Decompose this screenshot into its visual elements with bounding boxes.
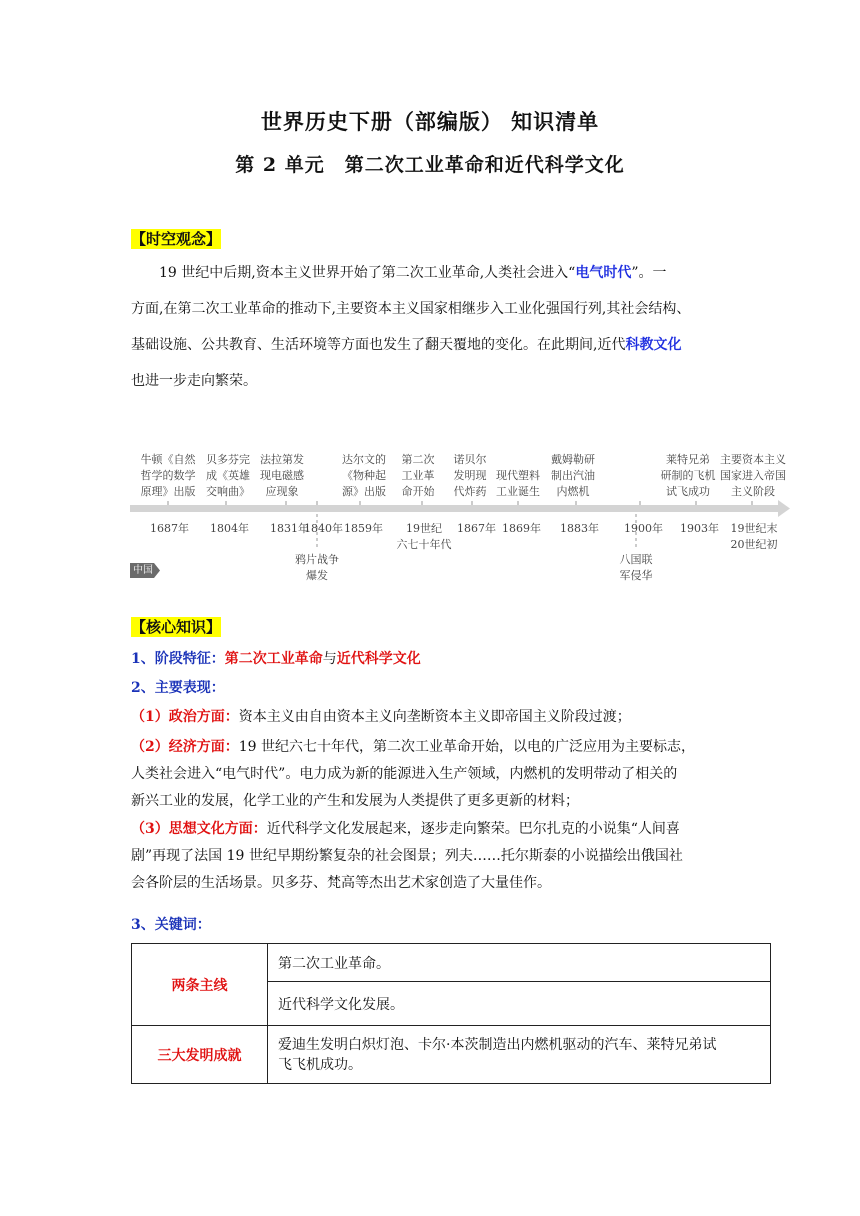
- event-line: 爆发: [306, 569, 328, 582]
- year-line: 19世纪: [406, 522, 442, 535]
- event-line: 现代塑料: [496, 469, 540, 482]
- line: 新兴工业的发展，化学工业的产生和发展为人类提供了更多更新的材料；: [131, 793, 579, 809]
- year-1869: 1869年: [502, 522, 541, 535]
- year-line: 六七十年代: [396, 538, 452, 551]
- year-1840: 1840年: [304, 522, 343, 535]
- year-1804: 1804年: [210, 522, 249, 535]
- event-line: 内燃机: [556, 485, 590, 498]
- point-head: （2）经济方面：: [131, 739, 239, 755]
- row-header-two-mainlines: 两条主线: [132, 944, 268, 1026]
- china-event-eight-nation: [614, 552, 658, 584]
- year-1883: 1883年: [560, 522, 599, 535]
- year-1860s-70s: [396, 520, 452, 552]
- point-economic: [131, 736, 695, 812]
- table-cell: 近代科学文化发展。: [268, 982, 771, 1026]
- event-line: 交响曲》: [206, 485, 250, 498]
- event-darwin: [337, 452, 391, 500]
- section-label-spacetime: [131, 228, 221, 249]
- item-main-manifestations: 2、主要表现：: [131, 680, 225, 696]
- line: 人类社会进入“电气时代”。电力成为新的能源进入生产领域，内燃机的发明带动了相关的: [131, 766, 678, 782]
- event-imperialism: [718, 452, 788, 500]
- event-line: 戴姆勒研: [551, 453, 595, 466]
- event-second-industrial-revolution: [398, 452, 438, 500]
- event-line: 应现象: [265, 485, 299, 498]
- keywords-table: [131, 943, 771, 1084]
- event-daimler: [546, 452, 600, 500]
- line: 会各阶层的生活场景。贝多芬、梵高等杰出艺术家创造了大量佳作。: [131, 875, 551, 891]
- keyword-sci-edu-culture: 科教文化: [625, 337, 682, 353]
- year-1903: 1903年: [680, 522, 719, 535]
- point-culture: [131, 818, 683, 894]
- event-line: 贝多芬完: [206, 453, 250, 466]
- table-row: [132, 944, 771, 982]
- event-line: 国家进入帝国: [720, 469, 786, 482]
- event-line: 《物种起: [342, 469, 386, 482]
- event-line: 现电磁感: [260, 469, 304, 482]
- event-line: 法拉第发: [260, 453, 304, 466]
- keyword-electric-age: 电气时代: [575, 265, 632, 281]
- event-line: 达尔文的: [342, 453, 386, 466]
- event-line: 哲学的数学: [140, 469, 196, 482]
- text: 资本主义由自由资本主义向垄断资本主义即帝国主义阶段过渡；: [238, 709, 631, 725]
- line: 飞飞机成功。: [278, 1056, 362, 1073]
- keyword: 第二次工业革命: [224, 651, 323, 667]
- event-line: 成《英雄: [206, 469, 250, 482]
- para-line-4: 也进一步走向繁荣。: [131, 373, 257, 389]
- section-label-text: 【核心知识】: [131, 618, 222, 636]
- point-head: （3）思想文化方面：: [131, 821, 267, 837]
- event-line: 研制的飞机: [660, 469, 716, 482]
- event-line: 命开始: [401, 485, 435, 498]
- para-line-3: [131, 334, 741, 356]
- china-label: 中国: [133, 565, 153, 576]
- event-line: 鸦片战争: [295, 553, 339, 566]
- row-header-three-inventions: 三大发明成就: [132, 1026, 268, 1084]
- event-line: 八国联: [619, 553, 653, 566]
- table-cell: [268, 1026, 771, 1084]
- event-newton: [137, 452, 199, 500]
- text: 19 世纪中后期,资本主义世界开始了第二次工业革命,人类社会进入“: [159, 265, 576, 281]
- point-political: [131, 706, 631, 728]
- event-line: 牛顿《自然: [140, 453, 196, 466]
- text: ”。一: [631, 265, 667, 281]
- event-line: 原理》出版: [140, 485, 196, 498]
- item-stage-features: [131, 648, 421, 670]
- event-line: 第二次: [401, 453, 435, 466]
- year-late19-early20: [726, 520, 782, 552]
- china-event-opium-war: [290, 552, 344, 584]
- event-line: 工业诞生: [496, 485, 540, 498]
- section-label-core: [131, 616, 221, 637]
- event-line: 莱特兄弟: [666, 453, 710, 466]
- line: 剧”再现了法国 19 世纪早期纷繁复杂的社会图景；列夫……托尔斯泰的小说描绘出俄国社: [131, 848, 683, 864]
- keyword: 近代科学文化: [336, 651, 421, 667]
- event-line: 主义阶段: [731, 485, 775, 498]
- item-head: 1、阶段特征：: [131, 651, 225, 667]
- para-line-1: [131, 262, 741, 284]
- timeline-bar: [130, 505, 780, 512]
- event-line: 诺贝尔: [453, 453, 487, 466]
- event-faraday: [257, 452, 307, 500]
- event-wright-brothers: [658, 452, 718, 500]
- point-head: （1）政治方面：: [131, 709, 239, 725]
- line: 爱迪生发明白炽灯泡、卡尔·本茨制造出内燃机驱动的汽车、莱特兄弟试: [278, 1036, 717, 1053]
- table-cell: 第二次工业革命。: [268, 944, 771, 982]
- year-line: 19世纪末: [730, 522, 778, 535]
- page-title: 世界历史下册（部编版） 知识清单: [260, 109, 600, 134]
- event-line: 代炸药: [453, 485, 487, 498]
- year-1867: 1867年: [457, 522, 496, 535]
- year-line: 20世纪初: [730, 538, 778, 551]
- spacetime-paragraph: [131, 262, 741, 392]
- timeline-ticks: [168, 501, 752, 505]
- event-line: 发明现: [453, 469, 487, 482]
- event-plastics: [492, 468, 544, 500]
- year-1687: 1687年: [150, 522, 189, 535]
- text: 基础设施、公共教育、生活环境等方面也发生了翻天覆地的变化。在此期间,近代: [131, 337, 626, 353]
- line: [131, 818, 683, 840]
- table-row: [132, 1026, 771, 1084]
- event-line: 工业革: [401, 469, 435, 482]
- event-nobel: [450, 452, 490, 500]
- text: 近代科学文化发展起来，逐步走向繁荣。巴尔扎克的小说集“人间喜: [266, 821, 680, 837]
- unit-subtitle: 第 2 单元 第二次工业革命和近代科学文化: [235, 154, 625, 176]
- event-beethoven: [203, 452, 253, 500]
- event-line: 军侵华: [619, 569, 653, 582]
- timeline: [130, 440, 790, 590]
- event-line: 源》出版: [342, 485, 386, 498]
- timeline-arrow: [778, 500, 790, 517]
- line: [131, 736, 695, 758]
- year-1859: 1859年: [344, 522, 383, 535]
- year-1831: 1831年: [270, 522, 309, 535]
- text: 19 世纪六七十年代，第二次工业革命开始，以电的广泛应用为主要标志，: [238, 739, 696, 755]
- event-line: 试飞成功: [666, 485, 710, 498]
- para-line-2: 方面,在第二次工业革命的推动下,主要资本主义国家相继步入工业化强国行列,其社会结构、: [131, 301, 691, 317]
- item-keywords: 3、关键词：: [131, 917, 211, 933]
- year-1900: 1900年: [624, 522, 663, 535]
- section-label-text: 【时空观念】: [131, 230, 222, 248]
- text: 与: [322, 651, 337, 667]
- event-line: 主要资本主义: [720, 453, 786, 466]
- event-line: 制出汽油: [551, 469, 595, 482]
